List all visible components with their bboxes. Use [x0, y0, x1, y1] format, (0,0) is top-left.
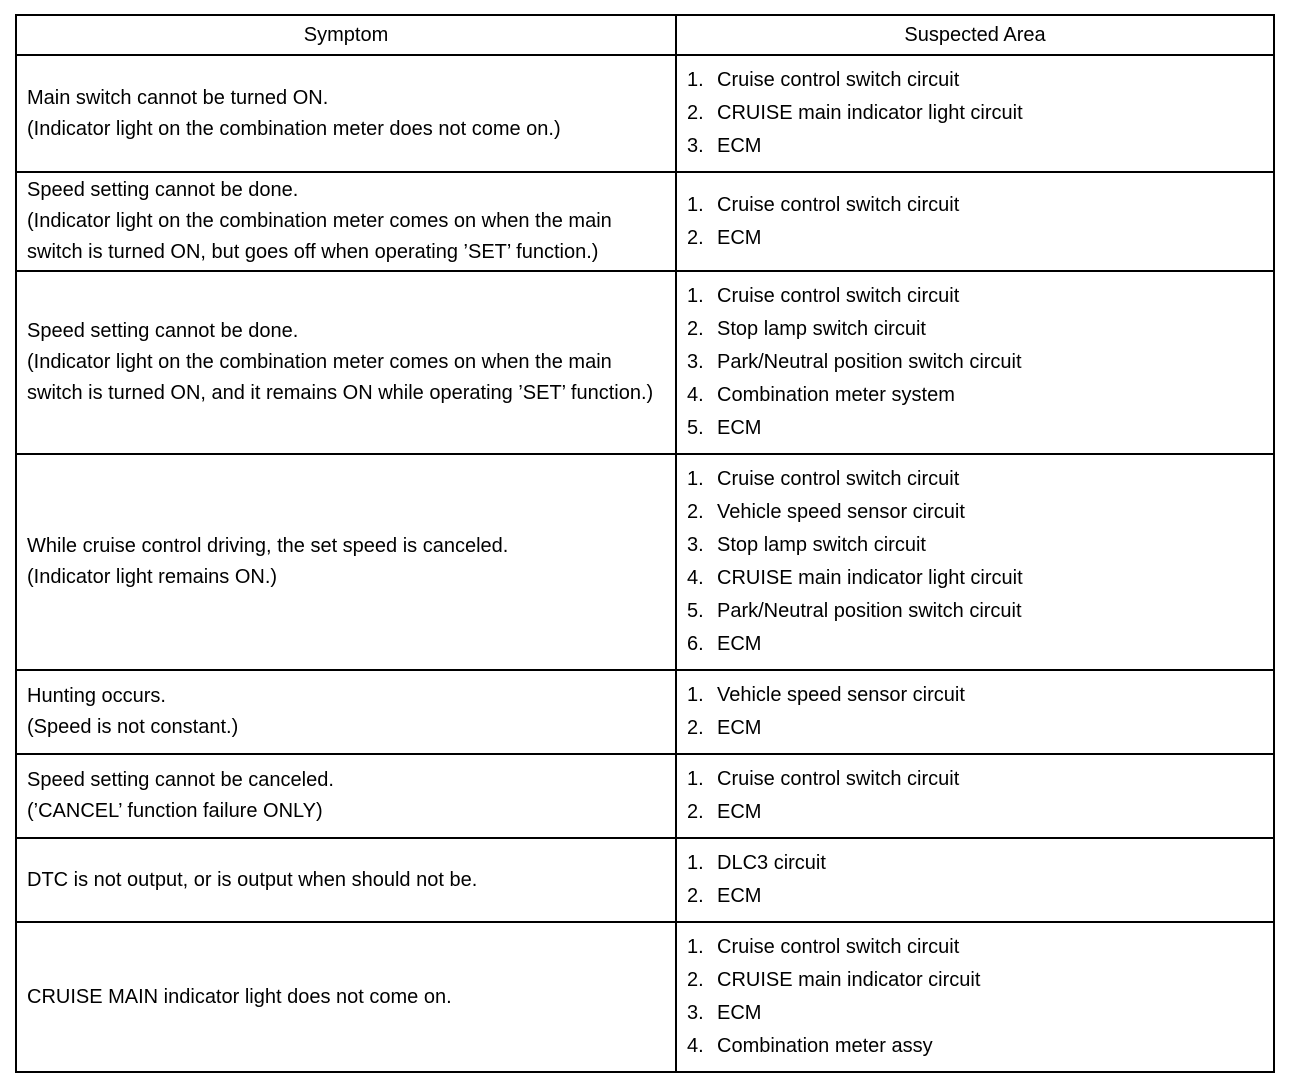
item-text: ECM	[717, 801, 762, 823]
item-number: 2.	[687, 717, 704, 739]
suspected-area-list	[687, 183, 1263, 261]
suspected-area-list	[687, 457, 1263, 667]
item-number: 3.	[687, 534, 704, 556]
item-text: Stop lamp switch circuit	[717, 534, 926, 556]
item-number: 1.	[687, 936, 704, 958]
suspected-area-cell	[676, 754, 1274, 838]
item-text: Stop lamp switch circuit	[717, 318, 926, 340]
suspected-area-list	[687, 925, 1263, 1069]
suspected-area-list	[687, 841, 1263, 919]
item-number: 5.	[687, 600, 704, 622]
item-number: 2.	[687, 226, 704, 249]
symptom-text: (Indicator light on the combination meter comes on when the main switch is turned ON, and it remains ON while operating ’SET’ function.)	[27, 351, 654, 404]
table-row	[16, 271, 1274, 454]
suspected-area-item	[687, 222, 1263, 255]
symptom-text: While cruise control driving, the set speed is canceled.	[27, 535, 509, 557]
symptom-cell	[16, 454, 676, 670]
suspected-area-cell	[676, 172, 1274, 271]
suspected-area-cell	[676, 55, 1274, 172]
item-number: 2.	[687, 969, 704, 991]
suspected-area-item	[687, 496, 1263, 529]
item-text: ECM	[717, 885, 762, 907]
suspected-area-item	[687, 280, 1263, 313]
item-number: 2.	[687, 801, 704, 823]
item-text: Park/Neutral position switch circuit	[717, 600, 1022, 622]
item-text: Combination meter system	[717, 384, 955, 406]
symptom-header: Symptom	[16, 15, 676, 55]
item-number: 2.	[687, 501, 704, 523]
item-text: CRUISE main indicator light circuit	[717, 102, 1023, 124]
item-number: 2.	[687, 318, 704, 340]
suspected-area-item	[687, 964, 1263, 997]
suspected-area-item	[687, 679, 1263, 712]
item-number: 3.	[687, 135, 704, 157]
item-text: Cruise control switch circuit	[717, 768, 960, 790]
symptom-cell	[16, 754, 676, 838]
item-number: 1.	[687, 285, 704, 307]
item-text: Cruise control switch circuit	[717, 468, 960, 490]
item-text: Vehicle speed sensor circuit	[717, 684, 965, 706]
suspected-area-item	[687, 595, 1263, 628]
suspected-area-cell	[676, 670, 1274, 754]
item-number: 5.	[687, 417, 704, 439]
symptom-text: (Indicator light on the combination meter comes on when the main switch is turned ON, but goes off when operating ’SET’ function.)	[27, 210, 612, 263]
suspected-area-header: Suspected Area	[676, 15, 1274, 55]
table-row	[16, 838, 1274, 922]
symptom-cell	[16, 271, 676, 454]
symptom-text: Main switch cannot be turned ON.	[27, 86, 329, 109]
item-text: Cruise control switch circuit	[717, 936, 960, 958]
item-number: 4.	[687, 384, 704, 406]
item-text: ECM	[717, 1002, 762, 1024]
table-row	[16, 172, 1274, 271]
suspected-area-item	[687, 529, 1263, 562]
symptom-cell	[16, 922, 676, 1072]
suspected-area-list	[687, 274, 1263, 451]
symptom-text: (Indicator light on the combination meter does not come on.)	[27, 117, 561, 140]
item-number: 4.	[687, 567, 704, 589]
item-number: 1.	[687, 684, 704, 706]
table-row	[16, 55, 1274, 172]
suspected-area-item	[687, 313, 1263, 346]
suspected-area-list	[687, 673, 1263, 751]
item-text: ECM	[717, 226, 762, 249]
table-row	[16, 922, 1274, 1072]
suspected-area-item	[687, 97, 1263, 130]
item-number: 3.	[687, 351, 704, 373]
item-text: DLC3 circuit	[717, 852, 826, 874]
table-row	[16, 754, 1274, 838]
item-number: 4.	[687, 1035, 704, 1057]
suspected-area-item	[687, 628, 1263, 661]
item-text: ECM	[717, 633, 762, 655]
suspected-area-list	[687, 757, 1263, 835]
suspected-area-item	[687, 931, 1263, 964]
item-text: CRUISE main indicator light circuit	[717, 567, 1023, 589]
table-body	[16, 55, 1274, 1072]
item-number: 6.	[687, 633, 704, 655]
item-text: ECM	[717, 417, 762, 439]
item-text: Cruise control switch circuit	[717, 285, 960, 307]
suspected-area-item	[687, 847, 1263, 880]
symptom-text: (Speed is not constant.)	[27, 716, 239, 738]
symptom-text: Speed setting cannot be done.	[27, 179, 299, 201]
item-text: ECM	[717, 135, 762, 157]
suspected-area-item	[687, 880, 1263, 913]
troubleshooting-table	[15, 14, 1275, 1073]
suspected-area-item	[687, 796, 1263, 829]
item-text: Park/Neutral position switch circuit	[717, 351, 1022, 373]
symptom-text: Hunting occurs.	[27, 685, 166, 707]
item-number: 1.	[687, 768, 704, 790]
symptom-cell	[16, 670, 676, 754]
suspected-area-item	[687, 1030, 1263, 1063]
item-number: 3.	[687, 1002, 704, 1024]
symptom-cell	[16, 838, 676, 922]
symptom-text: (Indicator light remains ON.)	[27, 566, 278, 588]
header-row	[16, 15, 1274, 55]
suspected-area-item	[687, 379, 1263, 412]
suspected-area-list	[687, 58, 1263, 169]
suspected-area-item	[687, 997, 1263, 1030]
suspected-area-item	[687, 712, 1263, 745]
symptom-cell	[16, 55, 676, 172]
item-number: 1.	[687, 69, 704, 91]
item-text: Combination meter assy	[717, 1035, 933, 1057]
suspected-area-cell	[676, 454, 1274, 670]
suspected-area-item	[687, 64, 1263, 97]
item-number: 2.	[687, 885, 704, 907]
suspected-area-cell	[676, 922, 1274, 1072]
symptom-cell	[16, 172, 676, 271]
item-text: Cruise control switch circuit	[717, 193, 960, 216]
table-row	[16, 454, 1274, 670]
symptom-text: Speed setting cannot be canceled.	[27, 769, 334, 791]
item-text: Vehicle speed sensor circuit	[717, 501, 965, 523]
item-text: CRUISE main indicator circuit	[717, 969, 981, 991]
item-number: 2.	[687, 102, 704, 124]
table-row	[16, 670, 1274, 754]
symptom-text: (’CANCEL’ function failure ONLY)	[27, 800, 323, 822]
suspected-area-item	[687, 189, 1263, 222]
item-text: Cruise control switch circuit	[717, 69, 960, 91]
item-number: 1.	[687, 852, 704, 874]
suspected-area-item	[687, 412, 1263, 445]
symptom-text: CRUISE MAIN indicator light does not come on.	[27, 985, 452, 1008]
suspected-area-cell	[676, 271, 1274, 454]
suspected-area-item	[687, 130, 1263, 163]
suspected-area-item	[687, 763, 1263, 796]
symptom-text: Speed setting cannot be done.	[27, 320, 299, 342]
item-number: 1.	[687, 193, 704, 216]
suspected-area-item	[687, 562, 1263, 595]
suspected-area-item	[687, 463, 1263, 496]
suspected-area-item	[687, 346, 1263, 379]
suspected-area-cell	[676, 838, 1274, 922]
item-text: ECM	[717, 717, 762, 739]
item-number: 1.	[687, 468, 704, 490]
symptom-text: DTC is not output, or is output when should not be.	[27, 868, 478, 891]
